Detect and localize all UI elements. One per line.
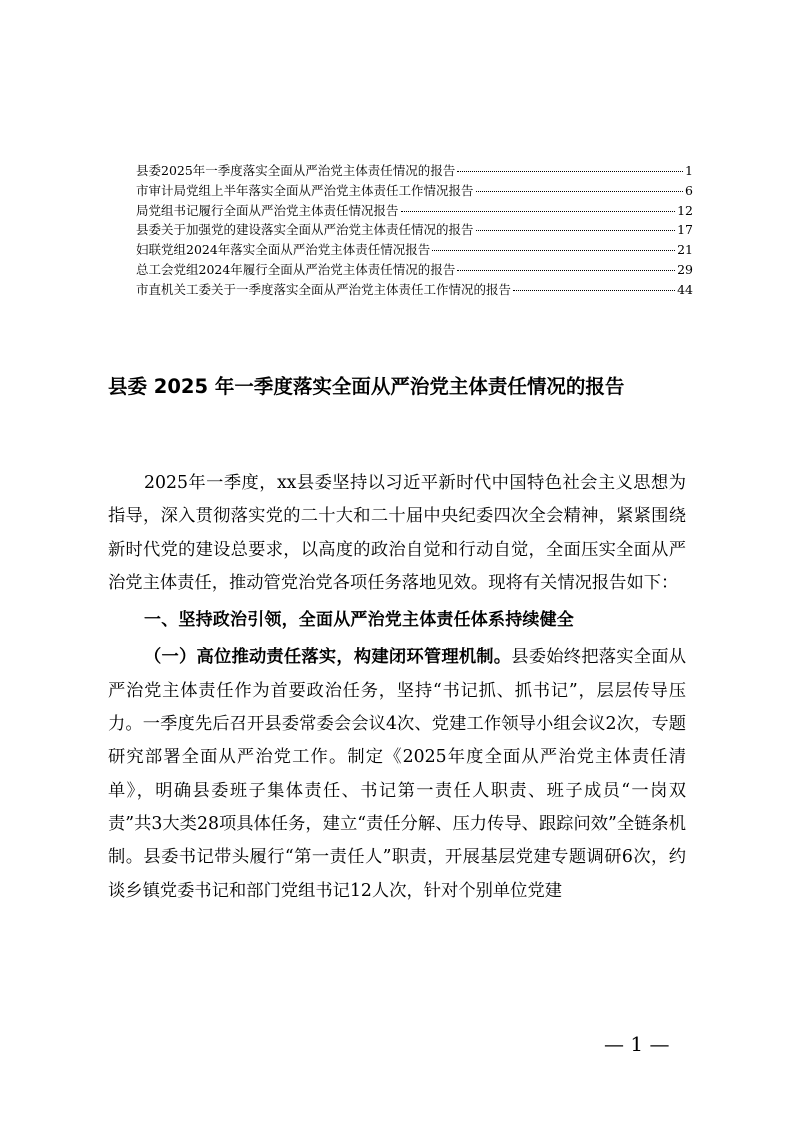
toc-item-page: 44 bbox=[677, 281, 693, 297]
toc-item-page: 17 bbox=[677, 222, 693, 238]
toc-item-title: 县委关于加强党的建设落实全面从严治党主体责任情况的报告 bbox=[136, 222, 474, 238]
table-of-contents bbox=[136, 161, 693, 300]
toc-item-page: 12 bbox=[677, 202, 693, 218]
toc-item[interactable] bbox=[136, 280, 693, 300]
document-body bbox=[108, 467, 686, 908]
toc-item-title: 局党组书记履行全面从严治党主体责任情况报告 bbox=[136, 202, 399, 218]
toc-item-page: 21 bbox=[677, 242, 693, 258]
subsection-text: 县委始终把落实全面从严治党主体责任作为首要政治任务，坚持“书记抓、抓书记”，层层传导压力。一季度先后召开县委常委会会议4次、党建工作领导小组会议2次，专题研究部署全面从严治党工作。制定《2025年度全面从严治党主体责任清单》，明确县委班子集体责任、书记第一责任人职责、班子成员“一岗双责”共3大类28项具体任务，建立“责任分解、压力传导、跟踪问效”全链条机制。县委书记带头履行“第一责任人”职责，开展基层党建专题调研6次，约谈乡镇党委书记和部门党组书记12人次，针对个别单位党建 bbox=[108, 647, 686, 901]
toc-item-title: 妇联党组2024年落实全面从严治党主体责任情况报告 bbox=[136, 242, 431, 258]
toc-dot-leader bbox=[401, 210, 676, 212]
intro-paragraph: 2025年一季度，xx县委坚持以习近平新时代中国特色社会主义思想为指导，深入贯彻落实党的二十大和二十届中央纪委四次全会精神，紧紧围绕新时代党的建设总要求，以高度的政治自觉和行动自觉，全面压实全面从严治党主体责任，推动管党治党各项任务落地见效。现将有关情况报告如下： bbox=[108, 473, 686, 593]
document-title: 县委 2025 年一季度落实全面从严治党主体责任情况的报告 bbox=[108, 375, 625, 398]
toc-item-title: 县委2025年一季度落实全面从严治党主体责任情况的报告 bbox=[136, 163, 456, 178]
toc-item[interactable] bbox=[136, 220, 693, 240]
section-heading: 一、坚持政治引领，全面从严治党主体责任体系持续健全 bbox=[144, 610, 574, 631]
toc-item[interactable] bbox=[136, 161, 693, 181]
toc-item[interactable] bbox=[136, 181, 693, 201]
toc-item-title: 总工会党组2024年履行全面从严治党主体责任情况的报告 bbox=[136, 261, 456, 277]
toc-dot-leader bbox=[476, 190, 684, 192]
subsection-heading: （一）高位推动责任落实，构建闭环管理机制。 bbox=[144, 647, 512, 668]
toc-item[interactable] bbox=[136, 201, 693, 221]
toc-item-title: 市直机关工委关于一季度落实全面从严治党主体责任工作情况的报告 bbox=[136, 281, 512, 297]
page-number: — 1 — bbox=[604, 1032, 670, 1056]
body-paragraph bbox=[108, 641, 686, 907]
toc-dot-leader bbox=[432, 249, 675, 251]
toc-dot-leader bbox=[457, 170, 683, 172]
toc-item-page: 29 bbox=[677, 261, 693, 277]
toc-dot-leader bbox=[476, 229, 676, 231]
toc-item-page: 6 bbox=[685, 182, 693, 198]
toc-dot-leader bbox=[457, 269, 675, 271]
toc-item[interactable] bbox=[136, 260, 693, 280]
toc-item[interactable] bbox=[136, 240, 693, 260]
toc-item-title: 市审计局党组上半年落实全面从严治党主体责任工作情况报告 bbox=[136, 182, 474, 198]
toc-dot-leader bbox=[513, 289, 675, 291]
toc-item-page: 1 bbox=[685, 163, 693, 178]
